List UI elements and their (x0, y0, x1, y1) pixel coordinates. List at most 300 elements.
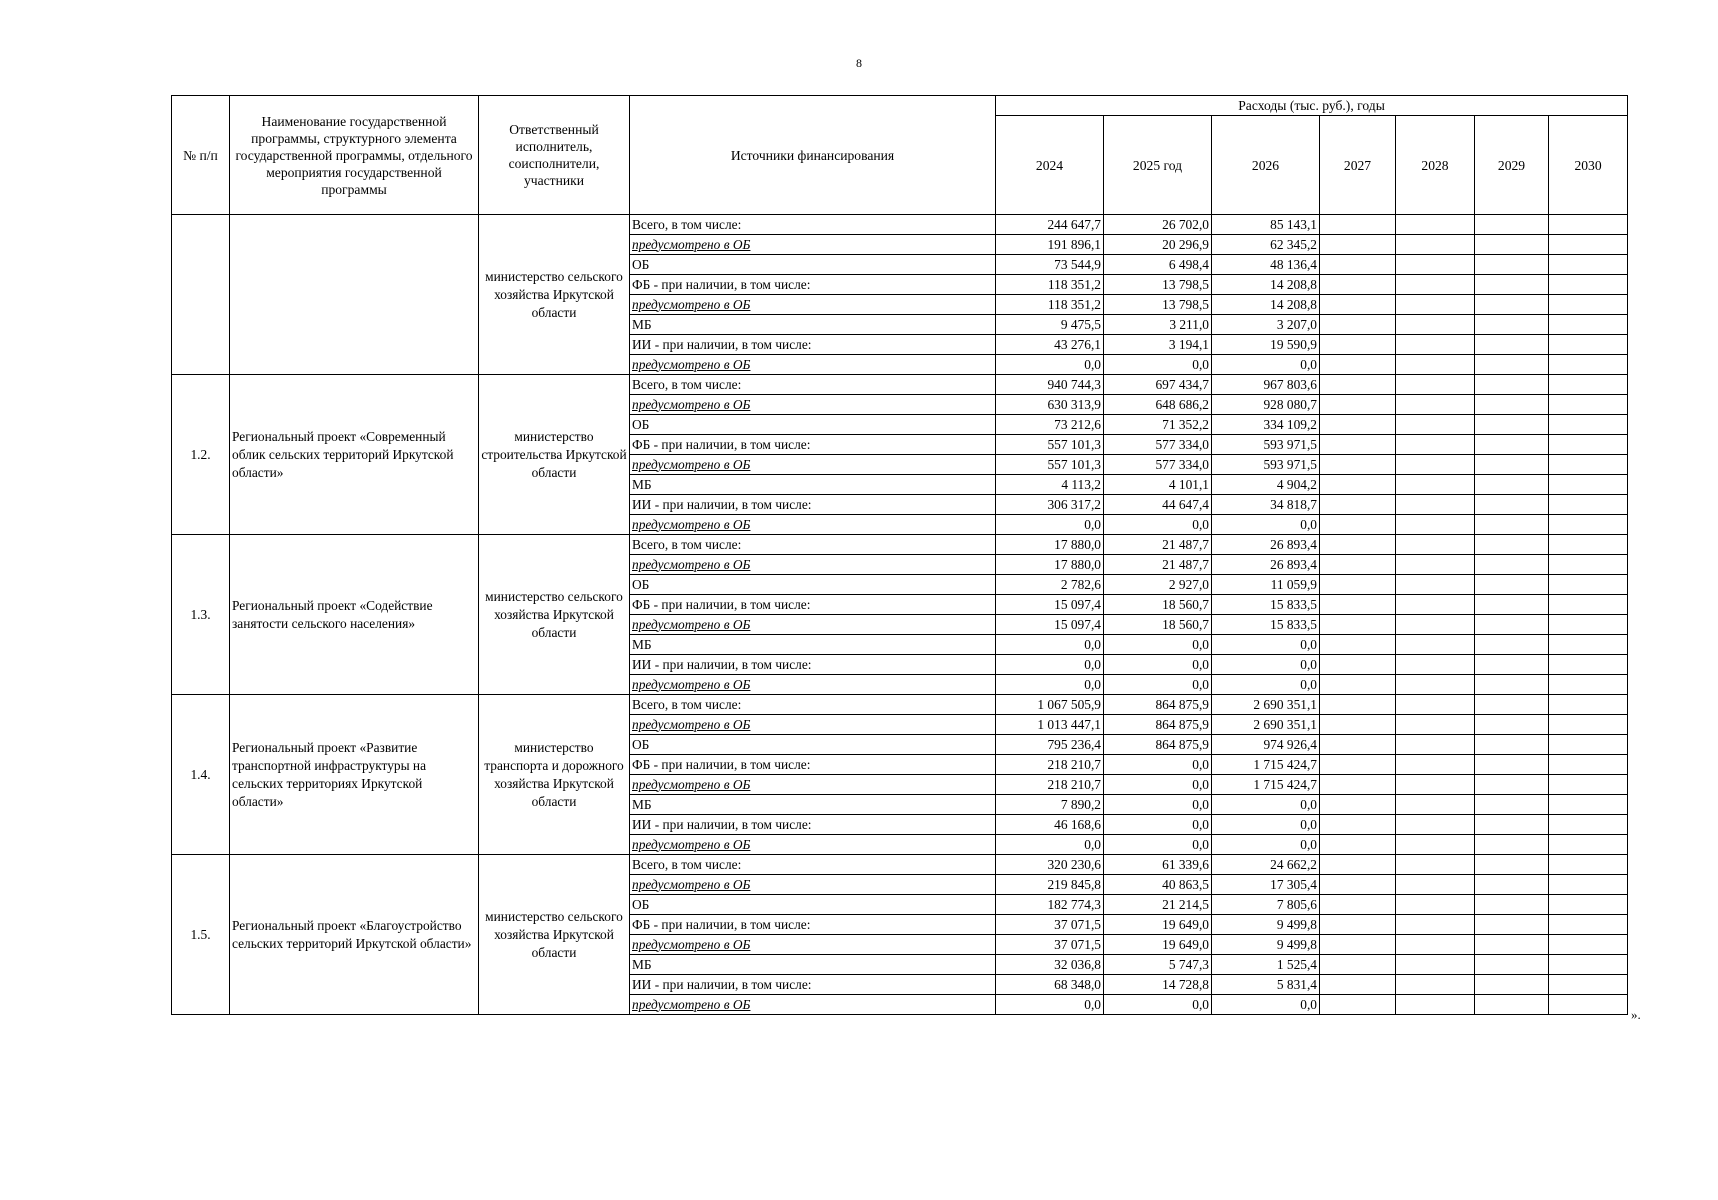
empty-year-cell (1549, 875, 1628, 895)
item-name: Региональный проект «Благоустройство сельских территорий Иркутской области» (230, 855, 479, 1015)
item-name: Региональный проект «Содействие занятости сельского населения» (230, 535, 479, 695)
amount-cell: 9 475,5 (996, 315, 1104, 335)
empty-year-cell (1549, 455, 1628, 475)
empty-year-cell (1320, 735, 1396, 755)
amount-cell: 62 345,2 (1212, 235, 1320, 255)
empty-year-cell (1475, 855, 1549, 875)
empty-year-cell (1549, 575, 1628, 595)
empty-year-cell (1320, 555, 1396, 575)
table-row (172, 695, 1628, 715)
empty-year-cell (1475, 635, 1549, 655)
empty-year-cell (1549, 635, 1628, 655)
empty-year-cell (1320, 975, 1396, 995)
funding-source-label: предусмотрено в ОБ (630, 355, 996, 375)
empty-year-cell (1396, 915, 1475, 935)
empty-year-cell (1475, 615, 1549, 635)
amount-cell: 2 690 351,1 (1212, 715, 1320, 735)
funding-source-label: предусмотрено в ОБ (630, 615, 996, 635)
empty-year-cell (1396, 495, 1475, 515)
amount-cell: 306 317,2 (996, 495, 1104, 515)
empty-year-cell (1320, 835, 1396, 855)
empty-year-cell (1475, 655, 1549, 675)
amount-cell: 3 211,0 (1104, 315, 1212, 335)
empty-year-cell (1549, 955, 1628, 975)
empty-year-cell (1549, 395, 1628, 415)
amount-cell: 2 690 351,1 (1212, 695, 1320, 715)
amount-cell: 0,0 (1212, 995, 1320, 1015)
funding-source-label: ИИ - при наличии, в том числе: (630, 975, 996, 995)
amount-cell: 17 880,0 (996, 555, 1104, 575)
amount-cell: 14 208,8 (1212, 275, 1320, 295)
funding-source-label: предусмотрено в ОБ (630, 995, 996, 1015)
empty-year-cell (1549, 715, 1628, 735)
empty-year-cell (1396, 535, 1475, 555)
table-body (172, 215, 1628, 1015)
funding-source-label: ОБ (630, 735, 996, 755)
funding-source-label: ИИ - при наличии, в том числе: (630, 655, 996, 675)
responsible-executor: министерство сельского хозяйства Иркутской области (479, 535, 630, 695)
amount-cell: 17 880,0 (996, 535, 1104, 555)
funding-source-label: предусмотрено в ОБ (630, 235, 996, 255)
empty-year-cell (1475, 295, 1549, 315)
empty-year-cell (1549, 375, 1628, 395)
amount-cell: 19 649,0 (1104, 935, 1212, 955)
amount-cell: 0,0 (1212, 835, 1320, 855)
empty-year-cell (1549, 795, 1628, 815)
amount-cell: 0,0 (996, 675, 1104, 695)
empty-year-cell (1549, 995, 1628, 1015)
empty-year-cell (1396, 235, 1475, 255)
item-name (230, 215, 479, 375)
empty-year-cell (1549, 255, 1628, 275)
empty-year-cell (1320, 775, 1396, 795)
empty-year-cell (1320, 615, 1396, 635)
amount-cell: 0,0 (1104, 995, 1212, 1015)
empty-year-cell (1549, 535, 1628, 555)
empty-year-cell (1396, 275, 1475, 295)
amount-cell: 21 487,7 (1104, 555, 1212, 575)
empty-year-cell (1549, 895, 1628, 915)
empty-year-cell (1475, 875, 1549, 895)
empty-year-cell (1475, 775, 1549, 795)
empty-year-cell (1396, 695, 1475, 715)
empty-year-cell (1475, 275, 1549, 295)
empty-year-cell (1396, 295, 1475, 315)
empty-year-cell (1320, 575, 1396, 595)
empty-year-cell (1320, 435, 1396, 455)
amount-cell: 218 210,7 (996, 775, 1104, 795)
amount-cell: 0,0 (996, 655, 1104, 675)
table-row (172, 375, 1628, 395)
empty-year-cell (1396, 775, 1475, 795)
empty-year-cell (1396, 715, 1475, 735)
amount-cell: 0,0 (996, 995, 1104, 1015)
empty-year-cell (1475, 935, 1549, 955)
amount-cell: 795 236,4 (996, 735, 1104, 755)
empty-year-cell (1320, 675, 1396, 695)
empty-year-cell (1475, 355, 1549, 375)
empty-year-cell (1475, 815, 1549, 835)
empty-year-cell (1320, 695, 1396, 715)
empty-year-cell (1396, 935, 1475, 955)
funding-source-label: МБ (630, 635, 996, 655)
header-name: Наименование государственной программы, структурного элемента государственной программы, отдельного мероприятия государственной программы (230, 96, 479, 215)
amount-cell: 974 926,4 (1212, 735, 1320, 755)
amount-cell: 577 334,0 (1104, 435, 1212, 455)
header-expenses: Расходы (тыс. руб.), годы (996, 96, 1628, 116)
amount-cell: 4 101,1 (1104, 475, 1212, 495)
amount-cell: 32 036,8 (996, 955, 1104, 975)
funding-source-label: ФБ - при наличии, в том числе: (630, 435, 996, 455)
amount-cell: 0,0 (1212, 815, 1320, 835)
amount-cell: 3 207,0 (1212, 315, 1320, 335)
amount-cell: 334 109,2 (1212, 415, 1320, 435)
funding-source-label: ИИ - при наличии, в том числе: (630, 335, 996, 355)
amount-cell: 244 647,7 (996, 215, 1104, 235)
amount-cell: 14 208,8 (1212, 295, 1320, 315)
funding-source-label: МБ (630, 795, 996, 815)
empty-year-cell (1396, 255, 1475, 275)
empty-year-cell (1396, 795, 1475, 815)
amount-cell: 61 339,6 (1104, 855, 1212, 875)
empty-year-cell (1396, 595, 1475, 615)
amount-cell: 48 136,4 (1212, 255, 1320, 275)
amount-cell: 11 059,9 (1212, 575, 1320, 595)
empty-year-cell (1320, 335, 1396, 355)
amount-cell: 9 499,8 (1212, 915, 1320, 935)
empty-year-cell (1549, 755, 1628, 775)
funding-source-label: Всего, в том числе: (630, 535, 996, 555)
amount-cell: 40 863,5 (1104, 875, 1212, 895)
amount-cell: 46 168,6 (996, 815, 1104, 835)
amount-cell: 2 927,0 (1104, 575, 1212, 595)
empty-year-cell (1320, 955, 1396, 975)
empty-year-cell (1320, 375, 1396, 395)
empty-year-cell (1549, 495, 1628, 515)
amount-cell: 118 351,2 (996, 275, 1104, 295)
amount-cell: 0,0 (1104, 355, 1212, 375)
amount-cell: 191 896,1 (996, 235, 1104, 255)
funding-source-label: ФБ - при наличии, в том числе: (630, 275, 996, 295)
empty-year-cell (1396, 355, 1475, 375)
amount-cell: 13 798,5 (1104, 295, 1212, 315)
funding-source-label: предусмотрено в ОБ (630, 875, 996, 895)
funding-source-label: предусмотрено в ОБ (630, 675, 996, 695)
empty-year-cell (1549, 515, 1628, 535)
amount-cell: 864 875,9 (1104, 715, 1212, 735)
header-num: № п/п (172, 96, 230, 215)
empty-year-cell (1549, 295, 1628, 315)
empty-year-cell (1549, 475, 1628, 495)
amount-cell: 864 875,9 (1104, 735, 1212, 755)
amount-cell: 967 803,6 (1212, 375, 1320, 395)
empty-year-cell (1320, 415, 1396, 435)
amount-cell: 13 798,5 (1104, 275, 1212, 295)
amount-cell: 6 498,4 (1104, 255, 1212, 275)
amount-cell: 18 560,7 (1104, 595, 1212, 615)
empty-year-cell (1320, 455, 1396, 475)
empty-year-cell (1396, 855, 1475, 875)
header-year: 2024 (996, 116, 1104, 215)
empty-year-cell (1475, 435, 1549, 455)
amount-cell: 557 101,3 (996, 435, 1104, 455)
table-row (172, 855, 1628, 875)
responsible-executor: министерство сельского хозяйства Иркутской области (479, 855, 630, 1015)
amount-cell: 1 525,4 (1212, 955, 1320, 975)
empty-year-cell (1396, 615, 1475, 635)
amount-cell: 593 971,5 (1212, 435, 1320, 455)
funding-source-label: Всего, в том числе: (630, 855, 996, 875)
empty-year-cell (1549, 655, 1628, 675)
empty-year-cell (1320, 255, 1396, 275)
empty-year-cell (1320, 535, 1396, 555)
empty-year-cell (1475, 675, 1549, 695)
amount-cell: 1 067 505,9 (996, 695, 1104, 715)
empty-year-cell (1320, 315, 1396, 335)
empty-year-cell (1475, 315, 1549, 335)
amount-cell: 37 071,5 (996, 935, 1104, 955)
table-row (172, 215, 1628, 235)
amount-cell: 15 833,5 (1212, 615, 1320, 635)
amount-cell: 2 782,6 (996, 575, 1104, 595)
empty-year-cell (1475, 495, 1549, 515)
amount-cell: 0,0 (996, 515, 1104, 535)
empty-year-cell (1549, 675, 1628, 695)
empty-year-cell (1320, 655, 1396, 675)
empty-year-cell (1475, 555, 1549, 575)
amount-cell: 43 276,1 (996, 335, 1104, 355)
empty-year-cell (1549, 595, 1628, 615)
funding-source-label: ОБ (630, 895, 996, 915)
empty-year-cell (1475, 215, 1549, 235)
funding-source-label: ИИ - при наличии, в том числе: (630, 815, 996, 835)
amount-cell: 218 210,7 (996, 755, 1104, 775)
empty-year-cell (1475, 795, 1549, 815)
amount-cell: 0,0 (1104, 675, 1212, 695)
funding-source-label: ФБ - при наличии, в том числе: (630, 915, 996, 935)
amount-cell: 0,0 (1104, 775, 1212, 795)
amount-cell: 0,0 (1212, 355, 1320, 375)
amount-cell: 0,0 (1104, 835, 1212, 855)
empty-year-cell (1320, 475, 1396, 495)
funding-source-label: предусмотрено в ОБ (630, 395, 996, 415)
empty-year-cell (1320, 235, 1396, 255)
empty-year-cell (1475, 715, 1549, 735)
empty-year-cell (1320, 395, 1396, 415)
empty-year-cell (1396, 515, 1475, 535)
empty-year-cell (1396, 675, 1475, 695)
empty-year-cell (1549, 935, 1628, 955)
empty-year-cell (1320, 795, 1396, 815)
responsible-executor: министерство строительства Иркутской области (479, 375, 630, 535)
responsible-executor: министерство транспорта и дорожного хозяйства Иркутской области (479, 695, 630, 855)
funding-source-label: Всего, в том числе: (630, 695, 996, 715)
empty-year-cell (1475, 515, 1549, 535)
empty-year-cell (1475, 255, 1549, 275)
empty-year-cell (1549, 215, 1628, 235)
table-row (172, 535, 1628, 555)
funding-source-label: Всего, в том числе: (630, 215, 996, 235)
amount-cell: 19 649,0 (1104, 915, 1212, 935)
funding-source-label: МБ (630, 315, 996, 335)
empty-year-cell (1549, 415, 1628, 435)
amount-cell: 0,0 (1104, 815, 1212, 835)
empty-year-cell (1549, 915, 1628, 935)
empty-year-cell (1549, 315, 1628, 335)
empty-year-cell (1475, 395, 1549, 415)
amount-cell: 44 647,4 (1104, 495, 1212, 515)
funding-source-label: ФБ - при наличии, в том числе: (630, 755, 996, 775)
amount-cell: 0,0 (1104, 515, 1212, 535)
empty-year-cell (1475, 695, 1549, 715)
empty-year-cell (1549, 695, 1628, 715)
empty-year-cell (1320, 855, 1396, 875)
empty-year-cell (1320, 815, 1396, 835)
empty-year-cell (1320, 915, 1396, 935)
funding-source-label: ОБ (630, 415, 996, 435)
amount-cell: 0,0 (1104, 755, 1212, 775)
amount-cell: 17 305,4 (1212, 875, 1320, 895)
amount-cell: 1 715 424,7 (1212, 775, 1320, 795)
empty-year-cell (1549, 615, 1628, 635)
empty-year-cell (1549, 235, 1628, 255)
empty-year-cell (1549, 975, 1628, 995)
funding-source-label: МБ (630, 955, 996, 975)
funding-source-label: предусмотрено в ОБ (630, 555, 996, 575)
header-responsible: Ответственный исполнитель, соисполнители, участники (479, 96, 630, 215)
empty-year-cell (1396, 995, 1475, 1015)
amount-cell: 7 890,2 (996, 795, 1104, 815)
empty-year-cell (1475, 995, 1549, 1015)
empty-year-cell (1396, 395, 1475, 415)
funding-source-label: предусмотрено в ОБ (630, 775, 996, 795)
empty-year-cell (1320, 995, 1396, 1015)
funding-source-label: ИИ - при наличии, в том числе: (630, 495, 996, 515)
amount-cell: 0,0 (996, 835, 1104, 855)
empty-year-cell (1475, 955, 1549, 975)
empty-year-cell (1475, 375, 1549, 395)
amount-cell: 0,0 (1212, 655, 1320, 675)
item-number (172, 215, 230, 375)
amount-cell: 15 833,5 (1212, 595, 1320, 615)
amount-cell: 21 214,5 (1104, 895, 1212, 915)
empty-year-cell (1475, 415, 1549, 435)
funding-source-label: предусмотрено в ОБ (630, 515, 996, 535)
empty-year-cell (1396, 375, 1475, 395)
funding-source-label: предусмотрено в ОБ (630, 715, 996, 735)
empty-year-cell (1320, 635, 1396, 655)
funding-source-label: ФБ - при наличии, в том числе: (630, 595, 996, 615)
amount-cell: 118 351,2 (996, 295, 1104, 315)
amount-cell: 928 080,7 (1212, 395, 1320, 415)
funding-source-label: предусмотрено в ОБ (630, 935, 996, 955)
empty-year-cell (1396, 635, 1475, 655)
header-sources: Источники финансирования (630, 96, 996, 215)
empty-year-cell (1475, 455, 1549, 475)
amount-cell: 0,0 (1104, 655, 1212, 675)
item-number: 1.2. (172, 375, 230, 535)
funding-source-label: Всего, в том числе: (630, 375, 996, 395)
empty-year-cell (1320, 215, 1396, 235)
empty-year-cell (1396, 415, 1475, 435)
empty-year-cell (1549, 855, 1628, 875)
empty-year-cell (1396, 555, 1475, 575)
header-year: 2025 год (1104, 116, 1212, 215)
amount-cell: 0,0 (996, 635, 1104, 655)
amount-cell: 9 499,8 (1212, 935, 1320, 955)
empty-year-cell (1320, 355, 1396, 375)
amount-cell: 71 352,2 (1104, 415, 1212, 435)
empty-year-cell (1475, 595, 1549, 615)
amount-cell: 1 013 447,1 (996, 715, 1104, 735)
empty-year-cell (1396, 575, 1475, 595)
empty-year-cell (1549, 335, 1628, 355)
empty-year-cell (1549, 775, 1628, 795)
empty-year-cell (1549, 435, 1628, 455)
budget-table (171, 95, 1628, 1015)
empty-year-cell (1396, 975, 1475, 995)
amount-cell: 7 805,6 (1212, 895, 1320, 915)
empty-year-cell (1320, 515, 1396, 535)
responsible-executor: министерство сельского хозяйства Иркутской области (479, 215, 630, 375)
amount-cell: 19 590,9 (1212, 335, 1320, 355)
amount-cell: 0,0 (1212, 795, 1320, 815)
amount-cell: 0,0 (1212, 515, 1320, 535)
amount-cell: 73 544,9 (996, 255, 1104, 275)
table-header (172, 96, 1628, 215)
empty-year-cell (1475, 915, 1549, 935)
amount-cell: 26 893,4 (1212, 555, 1320, 575)
amount-cell: 26 702,0 (1104, 215, 1212, 235)
item-number: 1.3. (172, 535, 230, 695)
amount-cell: 648 686,2 (1104, 395, 1212, 415)
funding-source-label: предусмотрено в ОБ (630, 835, 996, 855)
amount-cell: 219 845,8 (996, 875, 1104, 895)
amount-cell: 85 143,1 (1212, 215, 1320, 235)
empty-year-cell (1549, 275, 1628, 295)
amount-cell: 182 774,3 (996, 895, 1104, 915)
empty-year-cell (1396, 735, 1475, 755)
empty-year-cell (1396, 435, 1475, 455)
empty-year-cell (1475, 755, 1549, 775)
empty-year-cell (1475, 975, 1549, 995)
amount-cell: 24 662,2 (1212, 855, 1320, 875)
amount-cell: 320 230,6 (996, 855, 1104, 875)
amount-cell: 14 728,8 (1104, 975, 1212, 995)
empty-year-cell (1320, 875, 1396, 895)
amount-cell: 697 434,7 (1104, 375, 1212, 395)
header-year: 2029 (1475, 116, 1549, 215)
empty-year-cell (1396, 815, 1475, 835)
item-number: 1.4. (172, 695, 230, 855)
item-name: Региональный проект «Современный облик сельских территорий Иркутской области» (230, 375, 479, 535)
empty-year-cell (1475, 895, 1549, 915)
empty-year-cell (1320, 895, 1396, 915)
empty-year-cell (1475, 835, 1549, 855)
item-name: Региональный проект «Развитие транспортной инфраструктуры на сельских территориях Иркутской области» (230, 695, 479, 855)
empty-year-cell (1549, 555, 1628, 575)
amount-cell: 5 747,3 (1104, 955, 1212, 975)
empty-year-cell (1549, 735, 1628, 755)
amount-cell: 0,0 (1212, 675, 1320, 695)
empty-year-cell (1396, 955, 1475, 975)
amount-cell: 0,0 (1104, 635, 1212, 655)
empty-year-cell (1396, 455, 1475, 475)
header-year: 2028 (1396, 116, 1475, 215)
amount-cell: 577 334,0 (1104, 455, 1212, 475)
empty-year-cell (1396, 895, 1475, 915)
amount-cell: 73 212,6 (996, 415, 1104, 435)
